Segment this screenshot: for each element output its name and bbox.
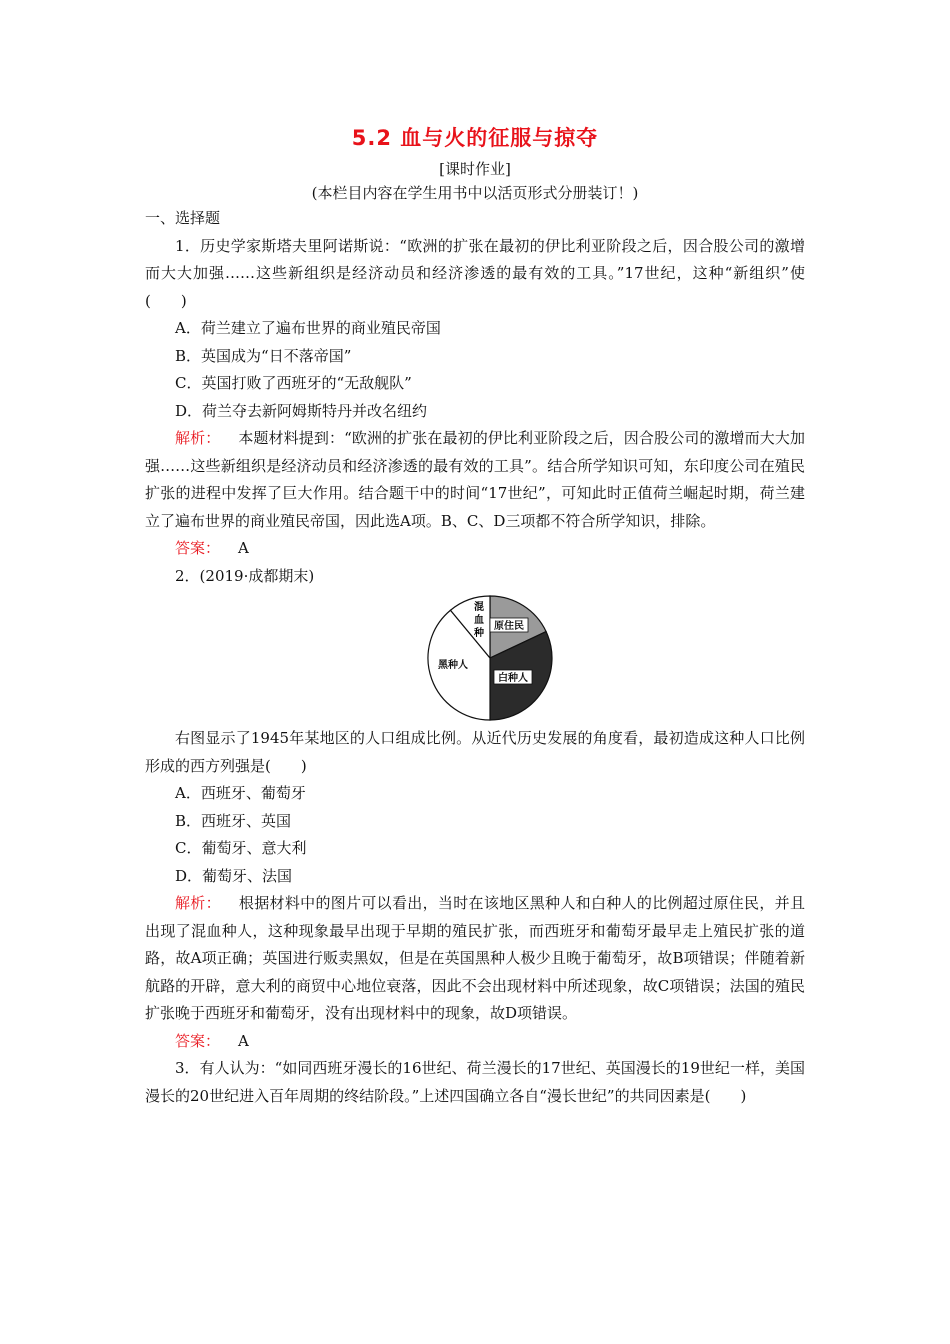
q1-option-a: A．荷兰建立了遍布世界的商业殖民帝国 — [175, 319, 441, 337]
q1-stem: 1．历史学家斯塔夫里阿诺斯说：“欧洲的扩张在最初的伊比利亚阶段之后，因合股公司的激增而大大加强……这些新组织是经济动员和经济渗透的最有效的工具。”17世纪，这种“新组织”使( ) — [145, 236, 805, 310]
page-title: 5.2 血与火的征服与掠夺 — [351, 126, 599, 150]
section-heading: 一、选择题 — [145, 209, 221, 227]
analysis-label: 解析： — [175, 894, 221, 912]
q2-analysis-text: 根据材料中的图片可以看出，当时在该地区黑种人和白种人的比例超过原住民，并且出现了混血种人，这种现象最早出现于早期的殖民扩张，而西班牙和葡萄牙最早走上殖民扩张的道路，故A项正确；英国进行贩卖黑奴，但是在英国黑种人极少且晚于葡萄牙，故B项错误；伴随着新航路的开辟，意大利的商贸中心地位衰落，因此不会出现材料中所述现象，故C项错误；法国的殖民扩张晚于西班牙和葡萄牙，没有出现材料中的现象，故D项错误。 — [145, 894, 805, 1022]
pie-label-0: 原住民 — [494, 621, 524, 632]
q2-option-b: B．西班牙、英国 — [175, 811, 292, 830]
page-subtitle: [课时作业] — [439, 160, 511, 178]
q2-option-c: C．葡萄牙、意大利 — [175, 839, 307, 857]
pie-label-mixed-char-1: 血 — [474, 615, 484, 626]
q2-answer — [145, 1028, 805, 1056]
q3-stem: 3．有人认为：“如同西班牙漫长的16世纪、荷兰漫长的17世纪、英国漫长的19世纪一样，美国漫长的20世纪进入百年周期的终结阶段。”上述四国确立各自“漫长世纪”的共同因素是( ) — [145, 1059, 805, 1105]
q2-answer-value: A — [238, 1031, 249, 1050]
binding-note: (本栏目内容在学生用书中以活页形式分册装订！) — [311, 184, 639, 202]
q2-stem: 右图显示了1945年某地区的人口组成比例。从近代历史发展的角度看，最初造成这种人口比例形成的西方列强是( ) — [145, 729, 805, 775]
pie-chart-area — [145, 590, 805, 725]
pie-label-1: 白种人 — [498, 673, 528, 684]
q2-head: 2．(2019·成都期末) — [175, 566, 315, 585]
q1-analysis-text: 本题材料提到：“欧洲的扩张在最初的伊比利亚阶段之后，因合股公司的激增而大大加强……这些新组织是经济动员和经济渗透的最有效的工具”。结合所学知识可知，东印度公司在殖民扩张的进程中发挥了巨大作用。结合题干中的时间“17世纪”，可知此时正值荷兰崛起时期，荷兰建立了遍布世界的商业殖民帝国，因此选A项。B、C、D三项都不符合所学知识，排除。 — [145, 429, 805, 530]
q2-option-d: D．葡萄牙、法国 — [175, 866, 293, 885]
question-list — [145, 205, 805, 1110]
q1-option-d: D．荷兰夺去新阿姆斯特丹并改名纽约 — [175, 401, 428, 420]
q1-analysis — [145, 425, 805, 535]
analysis-label: 解析： — [175, 429, 221, 447]
q1-answer — [145, 535, 805, 563]
q2-analysis — [145, 890, 805, 1028]
q1-answer-value: A — [238, 539, 249, 557]
answer-label: 答案： — [175, 539, 221, 557]
q1-option-b: B．英国成为“日不落帝国” — [175, 346, 352, 365]
population-pie-chart — [425, 593, 555, 723]
answer-label: 答案： — [175, 1031, 221, 1050]
pie-label-2: 黑种人 — [438, 660, 468, 671]
pie-label-mixed-char-2: 种 — [474, 628, 484, 639]
q1-option-c: C．英国打败了西班牙的“无敌舰队” — [175, 374, 412, 392]
q2-option-a: A．西班牙、葡萄牙 — [175, 784, 306, 802]
pie-label-mixed-char-0: 混 — [474, 602, 484, 613]
